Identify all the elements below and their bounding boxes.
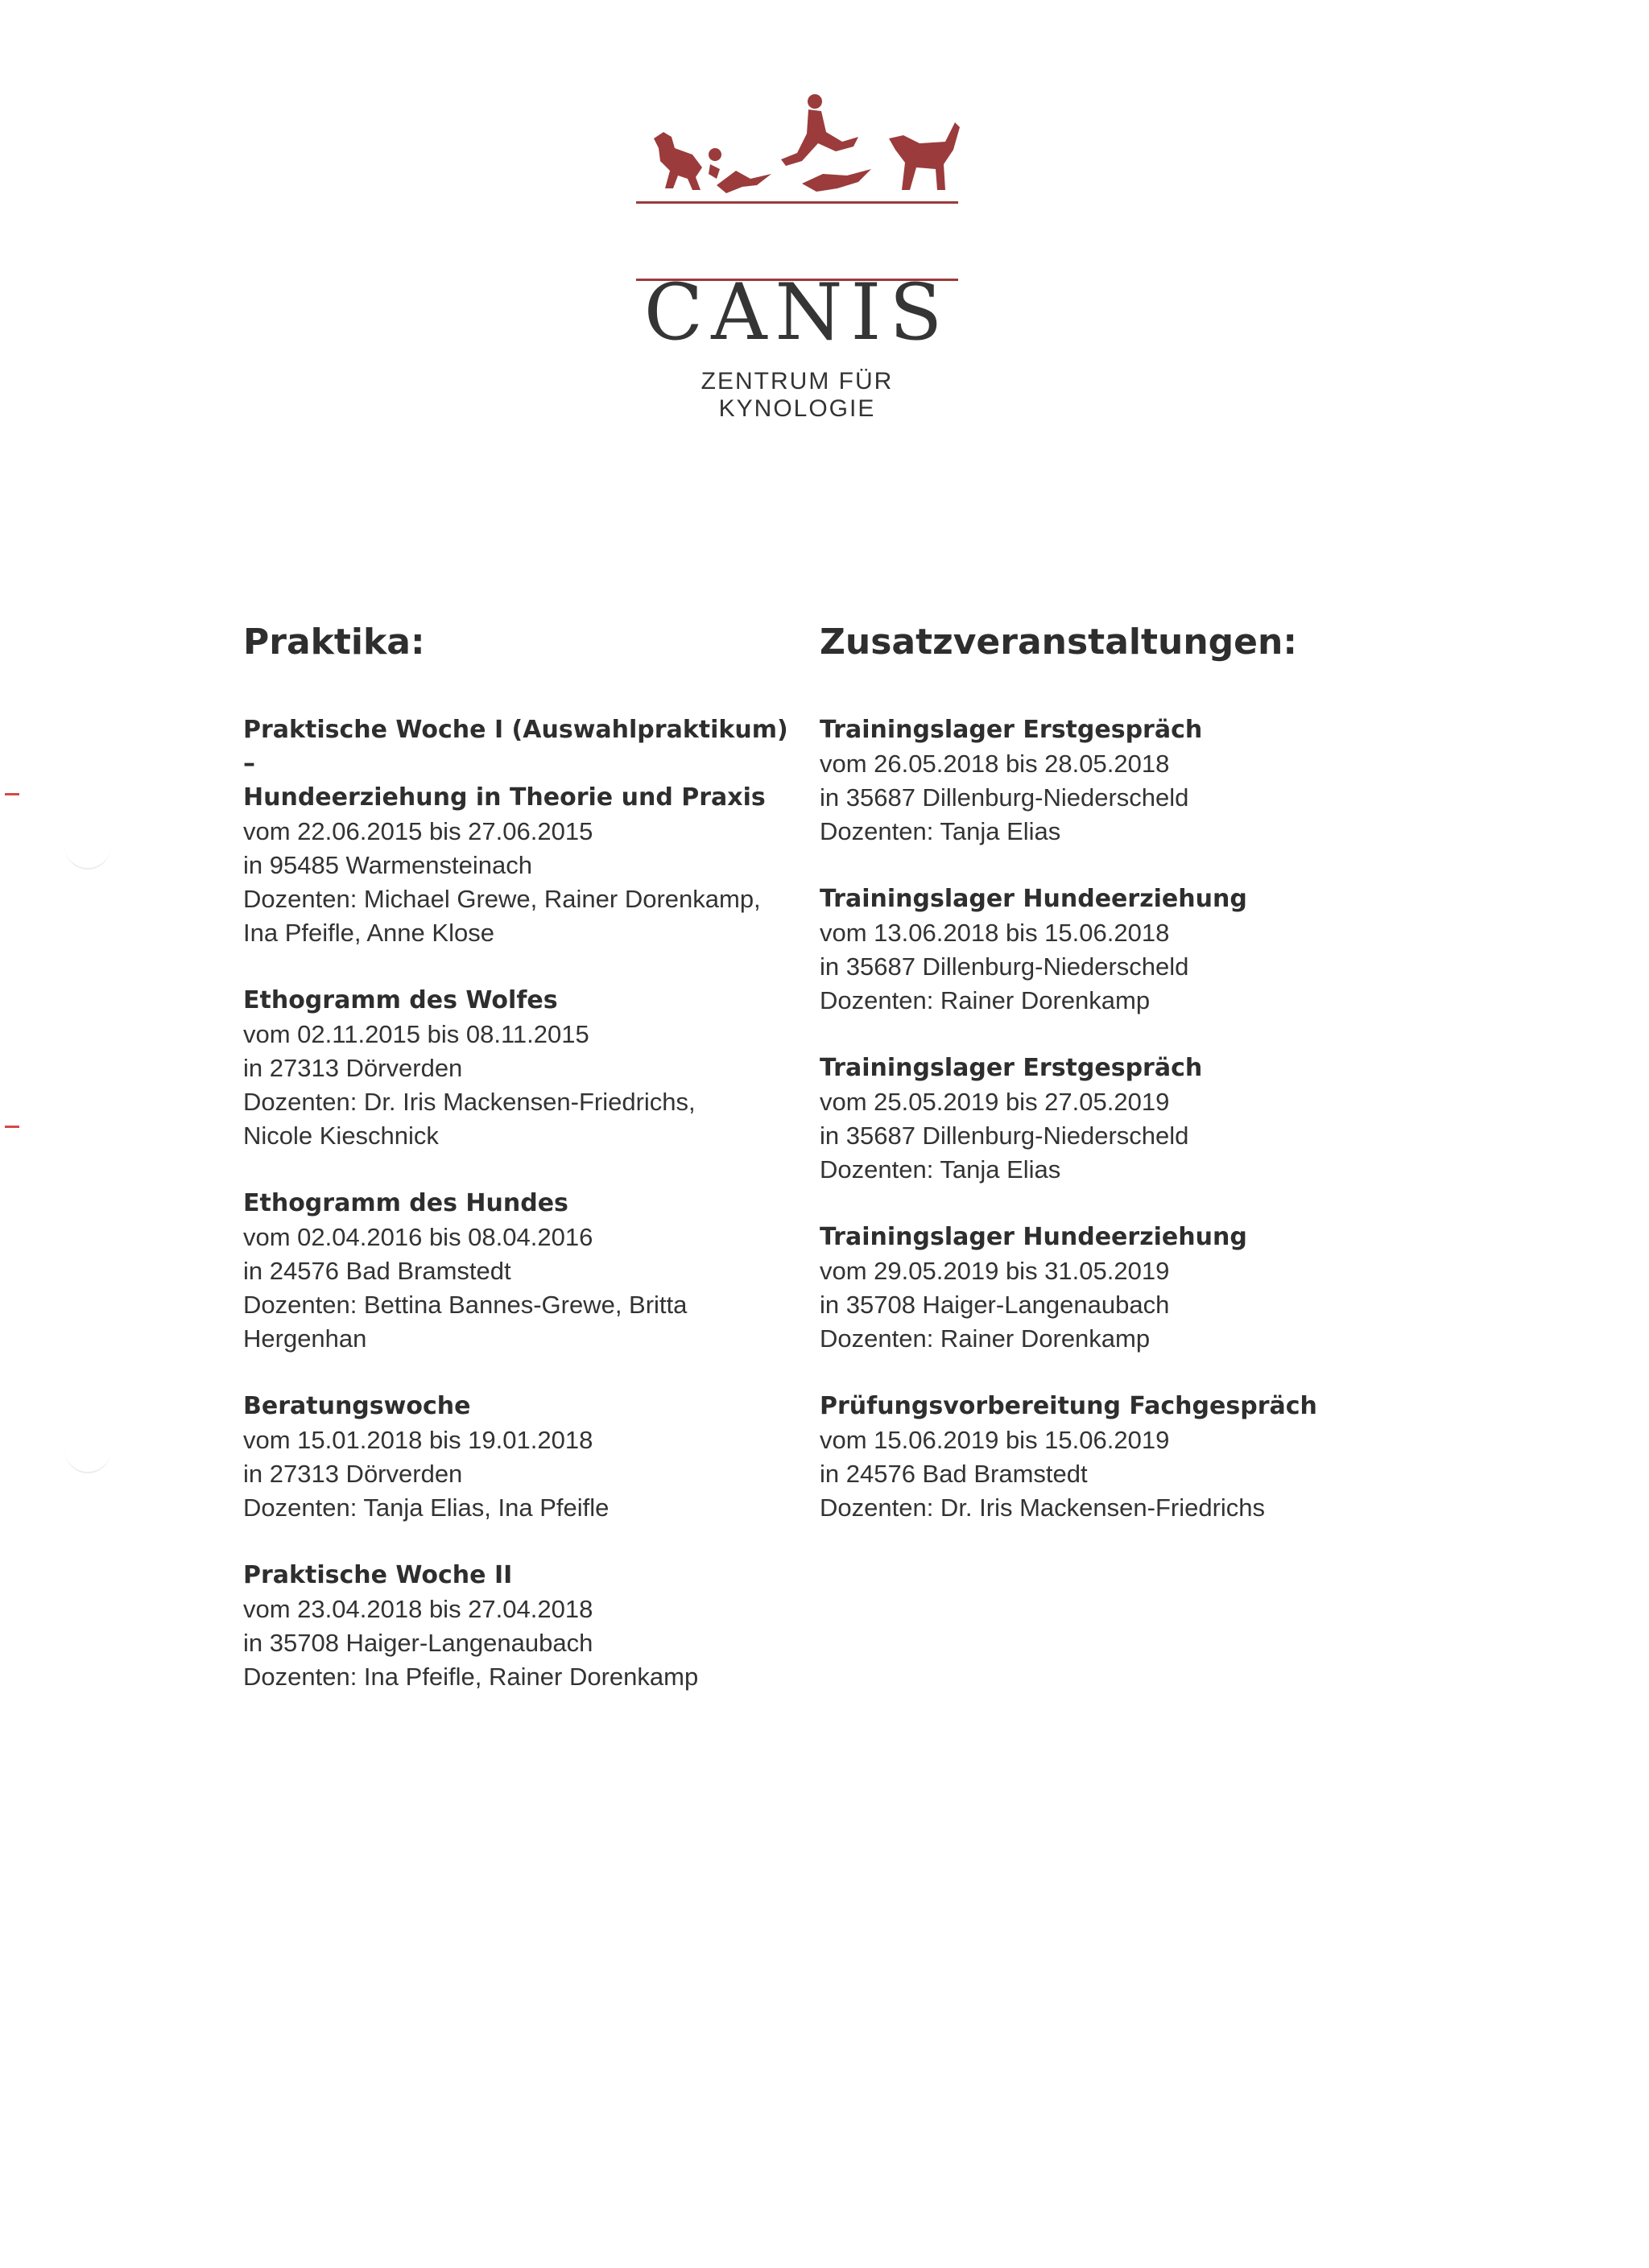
event-dates: vom 26.05.2018 bis 28.05.2018 [820, 750, 1170, 778]
course-location: in 27313 Dörverden [243, 1460, 463, 1488]
event-dates: vom 15.06.2019 bis 15.06.2019 [820, 1426, 1170, 1454]
course-title: Beratungswoche [243, 1392, 471, 1420]
course-lecturers: Dozenten: Dr. Iris Mackensen-Friedrichs, Nicole Kieschnick [243, 1088, 696, 1150]
event-entry [820, 713, 1432, 849]
course-title: Ethogramm des Wolfes [243, 986, 558, 1014]
event-entry [820, 1390, 1432, 1525]
event-title: Trainingslager Erstgespräch [820, 1054, 1203, 1082]
course-lecturers: Dozenten: Ina Pfeifle, Rainer Dorenkamp [243, 1663, 699, 1691]
event-location: in 35687 Dillenburg-Niederscheld [820, 1122, 1189, 1150]
event-location: in 35708 Haiger-Langenaubach [820, 1291, 1170, 1319]
course-entry [243, 1390, 807, 1525]
course-location: in 27313 Dörverden [243, 1054, 463, 1082]
punch-hole [64, 821, 111, 870]
zusatzveranstaltungen-heading: Zusatzveranstaltungen: [820, 622, 1297, 663]
event-location: in 35687 Dillenburg-Niederscheld [820, 783, 1189, 812]
event-title: Trainingslager Erstgespräch [820, 716, 1203, 744]
event-title: Trainingslager Hundeerziehung [820, 885, 1247, 913]
course-dates: vom 22.06.2015 bis 27.06.2015 [243, 817, 593, 845]
course-location: in 95485 Warmensteinach [243, 851, 532, 879]
zusatzveranstaltungen-column [820, 620, 1432, 1559]
course-dates: vom 02.04.2016 bis 08.04.2016 [243, 1223, 593, 1251]
event-location: in 35687 Dillenburg-Niederscheld [820, 952, 1189, 981]
course-dates: vom 02.11.2015 bis 08.11.2015 [243, 1020, 589, 1048]
event-lecturers: Dozenten: Tanja Elias [820, 1155, 1061, 1184]
punch-hole [64, 1425, 111, 1473]
event-title: Prüfungsvorbereitung Fachgespräch [820, 1392, 1317, 1420]
event-lecturers: Dozenten: Dr. Iris Mackensen-Friedrichs [820, 1493, 1266, 1522]
praktika-column [243, 620, 807, 1728]
running-dogs-figure-icon [636, 90, 974, 283]
event-entry [820, 1051, 1432, 1187]
course-entry [243, 984, 807, 1153]
course-lecturers: Dozenten: Michael Grewe, Rainer Dorenkamp, Ina Pfeifle, Anne Klose [243, 885, 761, 947]
logo-tagline: ZENTRUM FÜR KYNOLOGIE [701, 368, 894, 422]
course-entry [243, 713, 807, 950]
event-dates: vom 25.05.2019 bis 27.05.2019 [820, 1088, 1170, 1116]
event-lecturers: Dozenten: Rainer Dorenkamp [820, 986, 1151, 1014]
course-lecturers: Dozenten: Tanja Elias, Ina Pfeifle [243, 1493, 610, 1522]
event-dates: vom 13.06.2018 bis 15.06.2018 [820, 919, 1170, 947]
event-title: Trainingslager Hundeerziehung [820, 1223, 1247, 1251]
event-entry [820, 882, 1432, 1018]
course-entry [243, 1559, 807, 1694]
margin-mark [5, 793, 19, 795]
event-location: in 24576 Bad Bramstedt [820, 1460, 1088, 1488]
praktika-heading: Praktika: [243, 622, 425, 663]
course-lecturers: Dozenten: Bettina Bannes-Grewe, Britta Hergenhan [243, 1291, 688, 1353]
course-location: in 35708 Haiger-Langenaubach [243, 1629, 593, 1657]
course-entry [243, 1187, 807, 1356]
event-entry [820, 1221, 1432, 1356]
canis-logo [636, 90, 974, 422]
logo-wordmark: CANIS [643, 267, 951, 357]
margin-mark [5, 1126, 19, 1128]
course-title: Praktische Woche I (Auswahlpraktikum) – Hundeerziehung in Theorie und Praxis [243, 716, 788, 812]
course-dates: vom 23.04.2018 bis 27.04.2018 [243, 1595, 593, 1623]
course-title: Ethogramm des Hundes [243, 1189, 568, 1217]
event-lecturers: Dozenten: Tanja Elias [820, 817, 1061, 845]
course-title: Praktische Woche II [243, 1561, 513, 1589]
event-lecturers: Dozenten: Rainer Dorenkamp [820, 1324, 1151, 1353]
course-dates: vom 15.01.2018 bis 19.01.2018 [243, 1426, 593, 1454]
event-dates: vom 29.05.2019 bis 31.05.2019 [820, 1257, 1170, 1285]
course-location: in 24576 Bad Bramstedt [243, 1257, 511, 1285]
